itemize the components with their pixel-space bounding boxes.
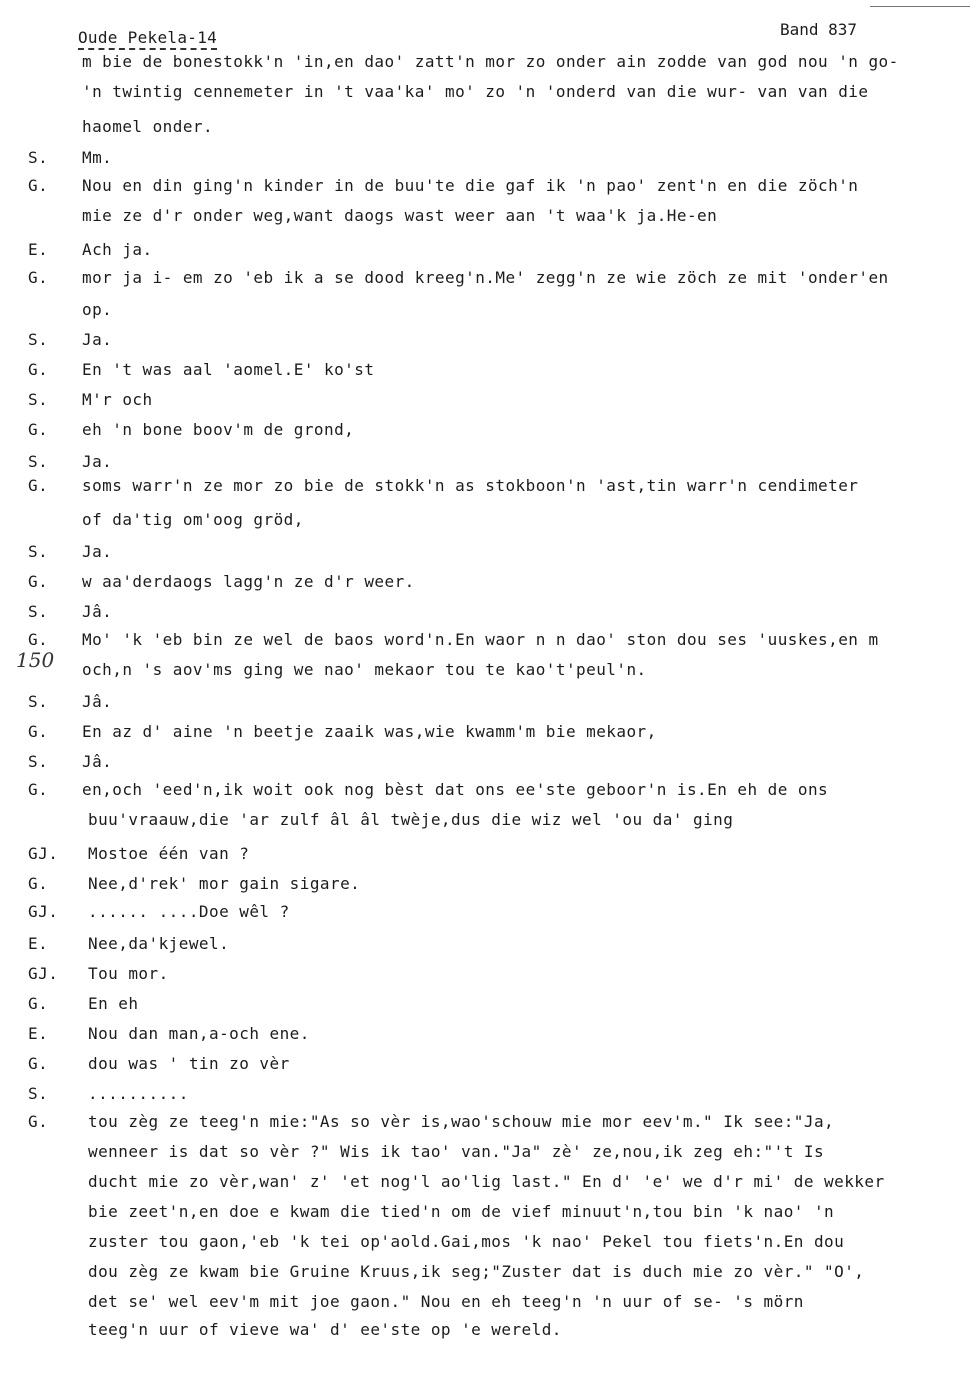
- transcript-line: [0, 300, 973, 324]
- transcript-line: [0, 1024, 973, 1048]
- transcript-line: [0, 602, 973, 626]
- transcript-line: [0, 476, 973, 500]
- speaker-label: E.: [28, 1024, 49, 1043]
- line-text: op.: [82, 300, 113, 319]
- line-text: Mo' 'k 'eb bin ze wel de baos word'n.En waor n n dao' ston dou ses 'uuskes,en m: [82, 630, 879, 649]
- line-text: ..........: [88, 1084, 189, 1103]
- line-text: ...... ....Doe wêl ?: [88, 902, 290, 921]
- speaker-label: E.: [28, 240, 49, 259]
- transcript-line: [0, 1320, 973, 1344]
- speaker-label: G.: [28, 268, 49, 287]
- line-text: Tou mor.: [88, 964, 169, 983]
- speaker-label: S.: [28, 330, 49, 349]
- line-text: Ach ja.: [82, 240, 153, 259]
- line-text: haomel onder.: [82, 117, 214, 136]
- speaker-label: GJ.: [28, 902, 59, 921]
- line-text: det se' wel eev'm mit joe gaon." Nou en eh teeg'n 'n uur of se- 's mörn: [88, 1292, 804, 1311]
- line-text: dou zèg ze kwam bie Gruine Kruus,ik seg;"Zuster dat is duch mie zo vèr." "O',: [88, 1262, 865, 1281]
- speaker-label: G.: [28, 874, 49, 893]
- speaker-label: G.: [28, 722, 49, 741]
- line-text: bie zeet'n,en doe e kwam die tied'n om de vief minuut'n,tou bin 'k nao' 'n: [88, 1202, 835, 1221]
- transcript-line: [0, 206, 973, 230]
- line-text: dou was ' tin zo vèr: [88, 1054, 290, 1073]
- speaker-label: G.: [28, 360, 49, 379]
- speaker-label: S.: [28, 1084, 49, 1103]
- line-text: wenneer is dat so vèr ?" Wis ik tao' van."Ja" zè' ze,nou,ik zeg eh:"'t Is: [88, 1142, 825, 1161]
- transcript-line: [0, 117, 973, 141]
- transcript-line: [0, 390, 973, 414]
- line-text: Jâ.: [82, 692, 113, 711]
- transcript-line: [0, 452, 973, 476]
- speaker-label: S.: [28, 148, 49, 167]
- transcript-line: [0, 964, 973, 988]
- transcript-line: [0, 1084, 973, 1108]
- header-band-number: Band 837: [780, 20, 858, 39]
- transcript-line: [0, 268, 973, 292]
- speaker-label: S.: [28, 452, 49, 471]
- speaker-label: S.: [28, 752, 49, 771]
- transcript-line: [0, 1232, 973, 1256]
- speaker-label: G.: [28, 1112, 49, 1131]
- line-text: Nee,d'rek' mor gain sigare.: [88, 874, 361, 893]
- line-text: Mm.: [82, 148, 113, 167]
- line-text: En eh: [88, 994, 139, 1013]
- line-text: of da'tig om'oog gröd,: [82, 510, 304, 529]
- transcript-line: [0, 844, 973, 868]
- line-text: en,och 'eed'n,ik woit ook nog bèst dat ons ee'ste geboor'n is.En eh de ons: [82, 780, 829, 799]
- speaker-label: G.: [28, 420, 49, 439]
- line-text: ducht mie zo vèr,wan' z' 'et nog'l ao'lig last." En d' 'e' we d'r mi' de wekker: [88, 1172, 885, 1191]
- speaker-label: S.: [28, 390, 49, 409]
- transcript-line: [0, 148, 973, 172]
- line-text: mie ze d'r onder weg,want daogs wast weer aan 't waa'k ja.He-en: [82, 206, 718, 225]
- margin-handwritten-note: 150: [16, 648, 55, 672]
- transcript-line: [0, 176, 973, 200]
- line-text: Nou en din ging'n kinder in de buu'te die gaf ik 'n pao' zent'n en die zöch'n: [82, 176, 859, 195]
- speaker-label: G.: [28, 1054, 49, 1073]
- transcript-line: [0, 1112, 973, 1136]
- transcript-line: [0, 934, 973, 958]
- transcript-line: [0, 330, 973, 354]
- line-text: Ja.: [82, 330, 113, 349]
- transcript-line: [0, 542, 973, 566]
- transcript-line: [0, 630, 973, 654]
- line-text: w aa'derdaogs lagg'n ze d'r weer.: [82, 572, 415, 591]
- transcript-line: [0, 1054, 973, 1078]
- line-text: buu'vraauw,die 'ar zulf âl âl twèje,dus die wiz wel 'ou da' ging: [88, 810, 734, 829]
- line-text: En 't was aal 'aomel.E' ko'st: [82, 360, 375, 379]
- transcript-line: [0, 52, 973, 76]
- line-text: zuster tou gaon,'eb 'k tei op'aold.Gai,mos 'k nao' Pekel tou fiets'n.En dou: [88, 1232, 845, 1251]
- transcript-line: [0, 510, 973, 534]
- line-text: eh 'n bone boov'm de grond,: [82, 420, 355, 439]
- transcript-line: [0, 660, 973, 684]
- speaker-label: S.: [28, 602, 49, 621]
- transcript-line: [0, 1262, 973, 1286]
- speaker-label: G.: [28, 176, 49, 195]
- transcript-line: [0, 902, 973, 926]
- transcript-line: [0, 994, 973, 1018]
- line-text: Ja.: [82, 542, 113, 561]
- header-left-title: Oude Pekela-14: [78, 28, 217, 50]
- line-text: Jâ.: [82, 602, 113, 621]
- speaker-label: E.: [28, 934, 49, 953]
- speaker-label: G.: [28, 994, 49, 1013]
- line-text: m bie de bonestokk'n 'in,en dao' zatt'n mor zo onder ain zodde van god nou 'n go-: [82, 52, 899, 71]
- transcript-line: [0, 1202, 973, 1226]
- speaker-label: S.: [28, 542, 49, 561]
- transcript-line: [0, 752, 973, 776]
- line-text: Jâ.: [82, 752, 113, 771]
- transcript-line: [0, 692, 973, 716]
- transcript-line: [0, 1142, 973, 1166]
- transcript-line: [0, 874, 973, 898]
- line-text: Nou dan man,a-och ene.: [88, 1024, 310, 1043]
- transcript-line: [0, 1172, 973, 1196]
- transcript-line: [0, 420, 973, 444]
- line-text: soms warr'n ze mor zo bie de stokk'n as stokboon'n 'ast,tin warr'n cendimeter: [82, 476, 859, 495]
- transcript-line: [0, 572, 973, 596]
- transcript-line: [0, 82, 973, 106]
- speaker-label: S.: [28, 692, 49, 711]
- speaker-label: G.: [28, 476, 49, 495]
- transcript-line: [0, 1292, 973, 1316]
- line-text: Mostoe één van ?: [88, 844, 250, 863]
- transcript-line: [0, 722, 973, 746]
- speaker-label: GJ.: [28, 964, 59, 983]
- line-text: M'r och: [82, 390, 153, 409]
- speaker-label: G.: [28, 630, 49, 649]
- line-text: tou zèg ze teeg'n mie:"As so vèr is,wao'schouw mie mor eev'm." Ik see:"Ja,: [88, 1112, 835, 1131]
- top-rule: [870, 6, 970, 7]
- line-text: Ja.: [82, 452, 113, 471]
- transcript-line: [0, 780, 973, 804]
- line-text: En az d' aine 'n beetje zaaik was,wie kwamm'm bie mekaor,: [82, 722, 657, 741]
- transcript-line: [0, 360, 973, 384]
- transcript-line: [0, 240, 973, 264]
- line-text: 'n twintig cennemeter in 't vaa'ka' mo' zo 'n 'onderd van die wur- van van die: [82, 82, 869, 101]
- speaker-label: G.: [28, 780, 49, 799]
- line-text: Nee,da'kjewel.: [88, 934, 230, 953]
- speaker-label: G.: [28, 572, 49, 591]
- line-text: och,n 's aov'ms ging we nao' mekaor tou te kao't'peul'n.: [82, 660, 647, 679]
- transcript-line: [0, 810, 973, 834]
- speaker-label: GJ.: [28, 844, 59, 863]
- line-text: mor ja i- em zo 'eb ik a se dood kreeg'n.Me' zegg'n ze wie zöch ze mit 'onder'en: [82, 268, 889, 287]
- line-text: teeg'n uur of vieve wa' d' ee'ste op 'e wereld.: [88, 1320, 562, 1339]
